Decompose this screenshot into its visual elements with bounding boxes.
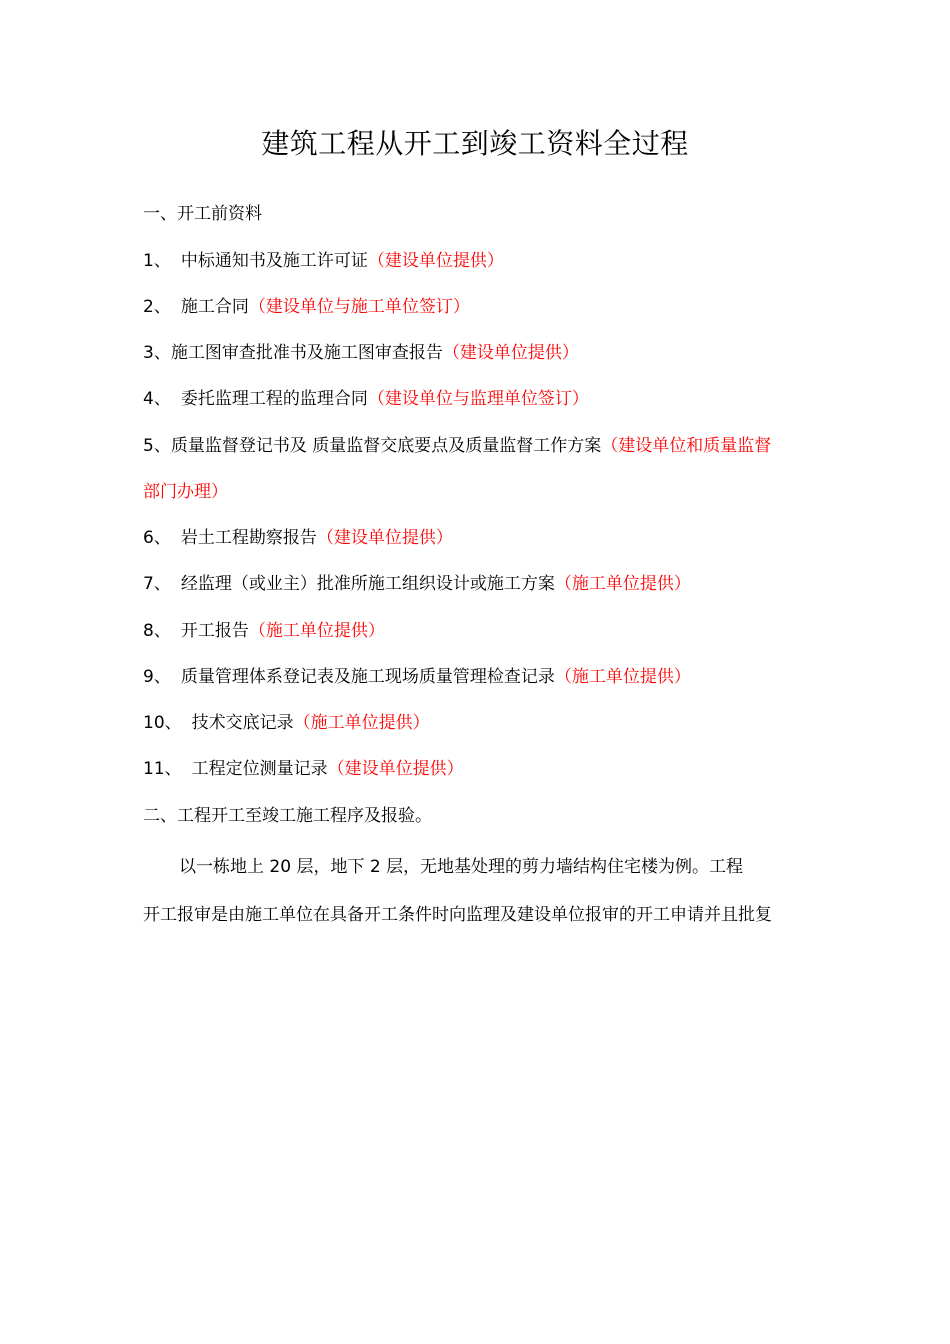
list-item-1 <box>143 246 813 276</box>
item-text: 开工报告 <box>180 621 249 641</box>
list-item-5-continuation: 部门办理） <box>143 482 228 502</box>
item-note: （施工单位提供） <box>293 713 430 733</box>
item-number: 2、 <box>143 297 171 317</box>
document-title: 建筑工程从开工到竣工资料全过程 <box>261 127 689 160</box>
item-note: （建设单位提供） <box>442 343 579 363</box>
item-number: 10、 <box>143 713 182 733</box>
item-text: 质量监督登记书及 质量监督交底要点及质量监督工作方案 <box>170 436 602 456</box>
item-text: 工程定位测量记录 <box>191 759 328 779</box>
item-number: 1、 <box>143 251 171 271</box>
section-heading-2: 二、工程开工至竣工施工程序及报验。 <box>143 806 432 826</box>
list-item-8 <box>143 616 813 646</box>
item-number: 9、 <box>143 667 171 687</box>
item-note: （建设单位提供） <box>316 528 453 548</box>
item-note: （建设单位提供） <box>327 759 464 779</box>
item-text: 岩土工程勘察报告 <box>180 528 317 548</box>
item-number: 5、 <box>143 436 171 456</box>
item-number: 11、 <box>143 759 182 779</box>
item-note: （建设单位与施工单位签订） <box>248 297 470 317</box>
list-item-11 <box>143 754 813 784</box>
item-text: 施工合同 <box>180 297 249 317</box>
item-text: 经监理（或业主）批准所施工组织设计或施工方案 <box>180 574 555 594</box>
list-item-10 <box>143 708 813 738</box>
item-note: （建设单位提供） <box>367 251 504 271</box>
item-note: （施工单位提供） <box>554 574 691 594</box>
item-text: 技术交底记录 <box>191 713 294 733</box>
list-item-9 <box>143 662 813 692</box>
item-number: 7、 <box>143 574 171 594</box>
list-item-4 <box>143 384 813 414</box>
item-note: （施工单位提供） <box>554 667 691 687</box>
item-number: 6、 <box>143 528 171 548</box>
item-note: （建设单位与监理单位签订） <box>367 389 589 409</box>
list-item-6 <box>143 523 813 553</box>
item-note: （施工单位提供） <box>248 621 385 641</box>
item-text: 中标通知书及施工许可证 <box>180 251 368 271</box>
item-number: 3、 <box>143 343 171 363</box>
item-text: 施工图审查批准书及施工图审查报告 <box>170 343 443 363</box>
section-heading-1: 一、开工前资料 <box>143 204 262 224</box>
list-item-5 <box>143 431 813 461</box>
list-item-7 <box>143 569 813 599</box>
item-number: 8、 <box>143 621 171 641</box>
item-number: 4、 <box>143 389 171 409</box>
body-paragraph-line-2: 开工报审是由施工单位在具备开工条件时向监理及建设单位报审的开工申请并且批复 <box>143 905 772 925</box>
item-note: （建设单位和质量监督 <box>601 436 772 456</box>
list-item-2 <box>143 292 813 322</box>
item-text: 委托监理工程的监理合同 <box>180 389 368 409</box>
body-paragraph-line-1: 以一栋地上 20 层，地下 2 层，无地基处理的剪力墙结构住宅楼为例。工程 <box>179 857 744 877</box>
list-item-3 <box>143 338 813 368</box>
item-text: 质量管理体系登记表及施工现场质量管理检查记录 <box>180 667 555 687</box>
